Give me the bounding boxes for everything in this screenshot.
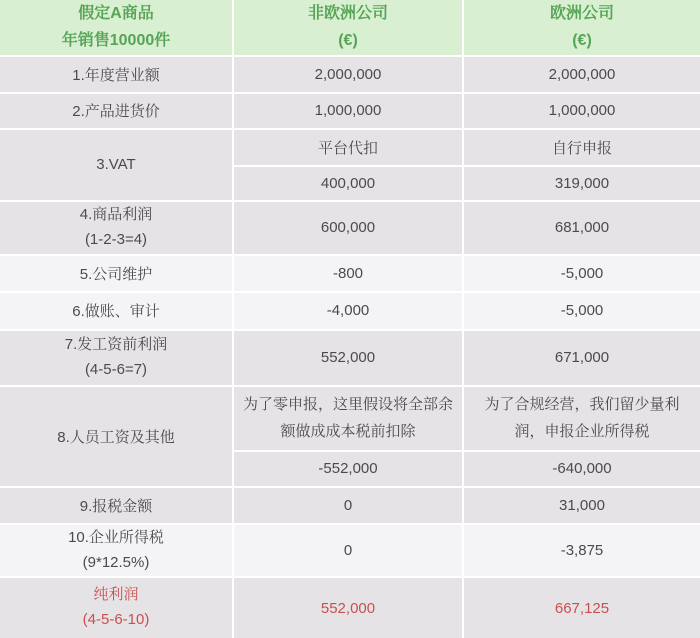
row-taxable-non-eu: 0	[233, 487, 463, 524]
row-purchase-price	[0, 93, 700, 130]
row-salaries-label: 8.人员工资及其他	[0, 386, 233, 487]
row-revenue	[0, 56, 700, 93]
row-purchase-label: 2.产品进货价	[0, 93, 233, 130]
row-audit-eu: -5,000	[463, 292, 700, 330]
row-audit-non-eu: -4,000	[233, 292, 463, 330]
row-maintenance-label: 5.公司维护	[0, 255, 233, 293]
row-pbs-eu: 671,000	[463, 330, 700, 386]
row-net-profit-label-line2: (4-5-6-10)	[82, 611, 150, 629]
row-corp-tax-non-eu: 0	[233, 524, 463, 578]
row-revenue-non-eu: 2,000,000	[233, 56, 463, 93]
row-product-profit-label	[0, 201, 233, 255]
row-pbs-label	[0, 330, 233, 386]
col-header-item	[0, 0, 233, 56]
row-revenue-eu: 2,000,000	[463, 56, 700, 93]
row-maintenance-eu: -5,000	[463, 255, 700, 293]
header-item-line1: 假定A商品	[78, 5, 154, 23]
header-non-eu-name: 非欧洲公司	[307, 5, 388, 23]
row-maintenance-non-eu: -800	[233, 255, 463, 293]
row-revenue-label: 1.年度营业额	[0, 56, 233, 93]
row-vat-non-eu-amount: 400,000	[233, 166, 463, 201]
row-pbs-label-line2: (4-5-6=7)	[84, 360, 148, 378]
row-pbs-label-line1: 7.发工资前利润	[64, 336, 168, 354]
row-purchase-non-eu: 1,000,000	[233, 93, 463, 130]
row-salaries-note	[0, 386, 700, 451]
row-vat-eu-amount: 319,000	[463, 166, 700, 201]
header-eu-currency: (€)	[572, 31, 592, 49]
row-salaries-non-eu-note: 为了零申报，这里假设将全部余额做成成本税前扣除	[233, 386, 463, 451]
row-net-profit-label-line1: 纯利润	[93, 586, 139, 604]
header-non-eu-currency: (€)	[338, 31, 358, 49]
row-taxable-label: 9.报税金额	[0, 487, 233, 524]
row-salaries-non-eu-amount: -552,000	[233, 451, 463, 488]
row-product-profit	[0, 201, 700, 255]
row-company-maintenance	[0, 255, 700, 293]
row-corporate-tax	[0, 524, 700, 578]
row-corp-tax-label-line1: 10.企业所得税	[68, 528, 164, 546]
row-net-profit	[0, 577, 700, 638]
row-product-profit-non-eu: 600,000	[233, 201, 463, 255]
row-taxable-eu: 31,000	[463, 487, 700, 524]
row-product-profit-eu: 681,000	[463, 201, 700, 255]
row-corp-tax-label-line2: (9*12.5%)	[82, 553, 150, 571]
row-vat-label: 3.VAT	[0, 129, 233, 201]
col-header-non-eu	[233, 0, 463, 56]
row-product-profit-label-line1: 4.商品利润	[79, 206, 153, 224]
row-salaries-eu-note: 为了合规经营，我们留少量利润，申报企业所得税	[463, 386, 700, 451]
row-vat-eu-method: 自行申报	[463, 129, 700, 166]
row-audit-label: 6.做账、审计	[0, 292, 233, 330]
row-purchase-eu: 1,000,000	[463, 93, 700, 130]
header-item-line2: 年销售10000件	[61, 31, 171, 49]
row-vat-method	[0, 129, 700, 166]
row-net-profit-non-eu: 552,000	[233, 577, 463, 638]
row-accounting-audit	[0, 292, 700, 330]
row-taxable-amount	[0, 487, 700, 524]
header-eu-name: 欧洲公司	[549, 5, 614, 23]
row-net-profit-label	[0, 577, 233, 638]
row-salaries-eu-amount: -640,000	[463, 451, 700, 488]
row-vat-non-eu-method: 平台代扣	[233, 129, 463, 166]
row-corp-tax-eu: -3,875	[463, 524, 700, 578]
row-net-profit-eu: 667,125	[463, 577, 700, 638]
row-corp-tax-label	[0, 524, 233, 578]
col-header-eu	[463, 0, 700, 56]
row-profit-before-salary	[0, 330, 700, 386]
header-row	[0, 0, 700, 56]
row-pbs-non-eu: 552,000	[233, 330, 463, 386]
row-product-profit-label-line2: (1-2-3=4)	[84, 230, 148, 248]
